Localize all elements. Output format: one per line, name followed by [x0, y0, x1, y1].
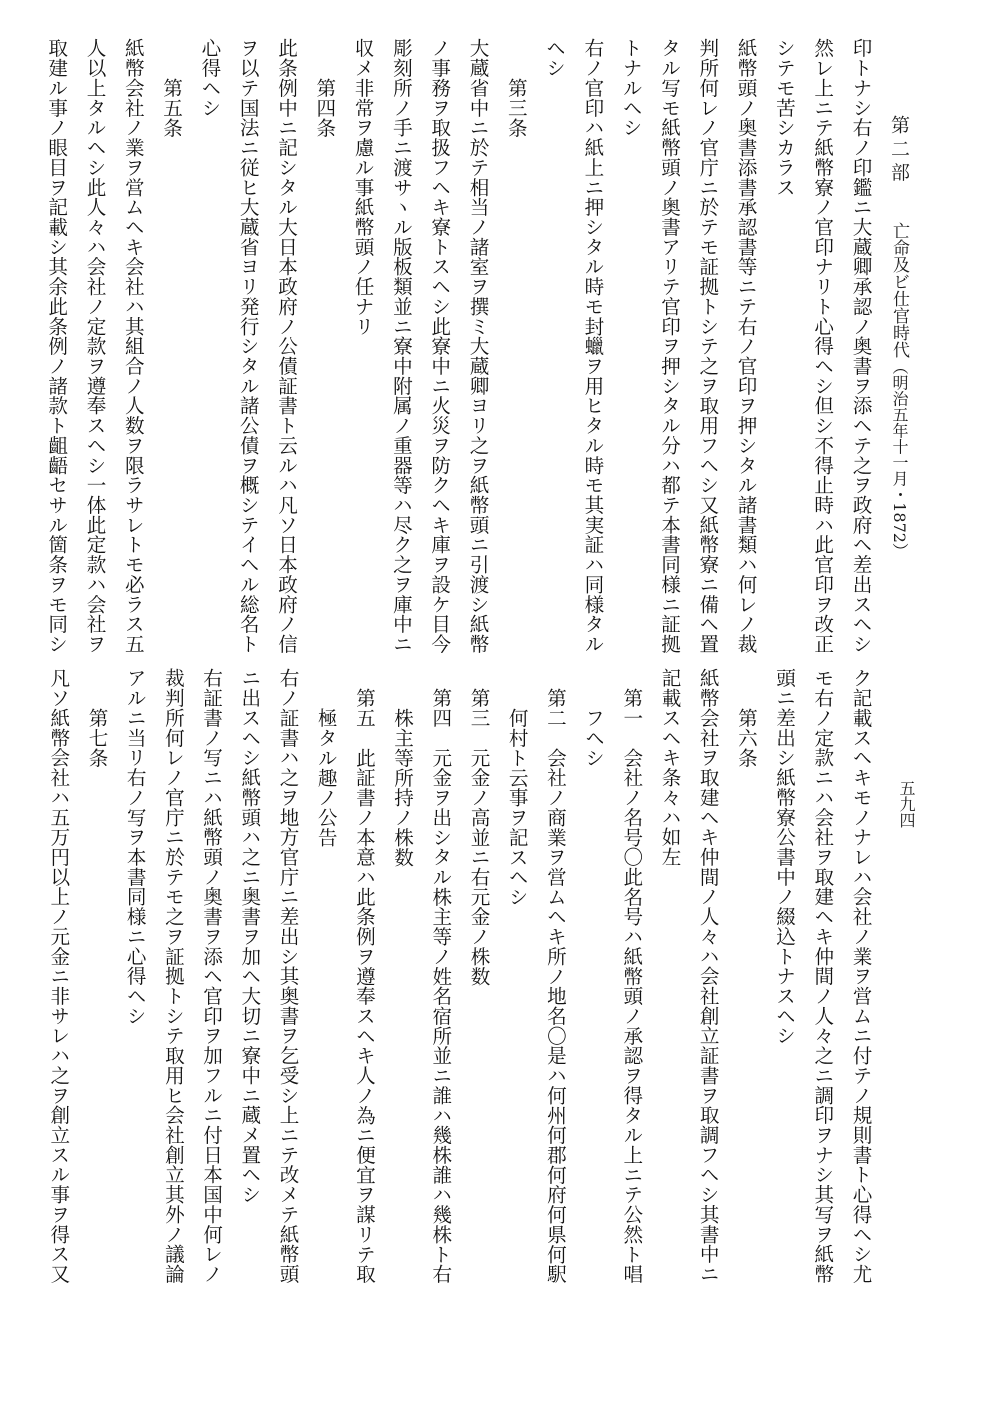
text-column: ニ出スヘシ紙幣頭ハ之ニ奥書ヲ加ヘ大切ニ寮中ニ蔵メ置ヘシ: [237, 668, 261, 1205]
text-column: 紙幣頭ノ奥書添書承認書等ニテ右ノ官印ヲ押シタル諸書類ハ何レノ裁: [734, 38, 758, 654]
text-column: 裁判所何レノ官庁ニ於テモ之ヲ証拠トシテ取用ヒ会社創立其外ノ議論: [161, 668, 185, 1284]
part-label: 第二部: [888, 115, 910, 187]
running-header: [889, 115, 908, 559]
text-column: ノ事務ヲ取扱フヘキ寮トスヘシ此寮中ニ火災ヲ防クヘキ庫ヲ設ケ目今: [427, 38, 451, 654]
text-column: 凡ソ紙幣会社ハ五万円以上ノ元金ニ非サレハ之ヲ創立スル事ヲ得ス又: [46, 668, 70, 1284]
text-column: 紙幣会社ノ業ヲ営ムヘキ会社ハ其組合ノ人数ヲ限ラサレトモ必ラス五: [121, 38, 145, 654]
text-column: 第六条: [734, 707, 758, 768]
era-note: （明治五年十一月・1872）: [890, 358, 909, 559]
text-column: 第五 此証書ノ本意ハ此条例ヲ遵奉スヘキ人ノ為ニ便宜ヲ謀リテ取: [352, 687, 376, 1284]
text-column: 第四条: [312, 77, 336, 138]
text-column: 記載スヘキ条々ハ如左: [658, 668, 681, 867]
text-column: タル写モ紙幣頭ノ奥書アリテ官印ヲ押シタル分ハ都テ本書同様ニ証拠: [657, 38, 681, 654]
text-column: 右ノ官印ハ紙上ニ押シタル時モ封蠟ヲ用ヒタル時モ其実証ハ同様タル: [580, 38, 604, 654]
text-column: アルニ当リ右ノ写ヲ本書同様ニ心得ヘシ: [123, 668, 147, 1026]
text-column: シテモ苦シカラス: [772, 38, 796, 197]
text-column: 人以上タルヘシ此人々ハ会社ノ定款ヲ遵奉スヘシ一体此定款ハ会社ヲ: [83, 38, 106, 654]
text-column: 然レ上ニテ紙幣寮ノ官印ナリト心得ヘシ但シ不得止時ハ此官印ヲ改正: [810, 38, 834, 654]
text-column: 頭ニ差出シ紙幣寮公書中ノ綴込トナスヘシ: [772, 668, 796, 1046]
text-column: 彫刻所ノ手ニ渡サヽル版板類並ニ寮中附属ノ重器等ハ尽ク之ヲ庫中ニ: [389, 38, 413, 654]
text-column: 第二 会社ノ商業ヲ営ムヘキ所ノ地名〇是ハ何州何郡何府何県何駅: [543, 687, 567, 1284]
page-number: 五九四: [897, 780, 916, 828]
text-column: 心得ヘシ: [197, 38, 221, 118]
text-column: フヘシ: [581, 707, 605, 768]
text-column: 右証書ノ写ニハ紙幣頭ノ奥書ヲ添ヘ官印ヲ加フルニ付日本国中何レノ: [199, 668, 223, 1284]
text-column: 第五条: [159, 77, 183, 138]
text-column: ヘシ: [542, 38, 566, 78]
text-column: 極タル趣ノ公告: [314, 707, 338, 847]
text-column: 第三 元金ノ高並ニ右元金ノ株数: [467, 687, 490, 986]
chapter-title: 亡命及ビ仕官時代: [889, 222, 909, 359]
text-column: 紙幣会社ヲ取建ヘキ仲間ノ人々ハ会社創立証書ヲ取調フヘシ其書中ニ: [696, 668, 720, 1284]
text-column: ク記載スヘキモノナレハ会社ノ業ヲ営ムニ付テノ規則書ト心得ヘシ尤: [849, 668, 872, 1284]
text-column: 判所何レノ官庁ニ於テモ証拠トシテ之ヲ取用フヘシ又紙幣寮ニ備ヘ置: [695, 38, 719, 654]
text-column: 取建ル事ノ眼目ヲ記載シ其余此条例ノ諸款ト齟齬セサル箇条ヲモ同シ: [44, 38, 68, 654]
text-column: トナルヘシ: [619, 38, 643, 138]
text-column: 第一 会社ノ名号〇此名号ハ紙幣頭ノ承認ヲ得タル上ニテ公然ト唱: [619, 687, 643, 1284]
text-column: 右ノ証書ハ之ヲ地方官庁ニ差出シ其奥書ヲ乞受シ上ニテ改メテ紙幣頭: [276, 668, 299, 1284]
text-column: ヲ以テ国法ニ従ヒ大蔵省ヨリ発行シタル諸公債ヲ概シテイヘル総名ト: [236, 38, 260, 654]
text-column: 何村ト云事ヲ記スヘシ: [505, 707, 529, 907]
text-column: 大蔵省中ニ於テ相当ノ諸室ヲ撰ミ大蔵卿ヨリ之ヲ紙幣頭ニ引渡シ紙幣: [466, 38, 489, 654]
text-column: 第四 元金ヲ出シタル株主等ノ姓名宿所並ニ誰ハ幾株誰ハ幾株ト右: [428, 687, 452, 1284]
text-column: 印トナシ右ノ印鑑ニ大蔵卿承認ノ奥書ヲ添ヘテ之ヲ政府ヘ差出スヘシ: [849, 38, 872, 654]
text-column: 此条例中ニ記シタル大日本政府ノ公債証書ト云ルハ凡ソ日本政府ノ信: [274, 38, 298, 654]
text-column: 第七条: [85, 707, 108, 768]
text-column: 収メ非常ヲ慮ル事紙幣頭ノ任ナリ: [351, 38, 375, 336]
text-column: モ右ノ定款ニハ会社ヲ取建ヘキ仲間ノ人々之ニ調印ヲナシ其写ヲ紙幣: [810, 668, 834, 1284]
text-column: 第三条: [504, 77, 528, 138]
text-column: 株主等所持ノ株数: [390, 707, 414, 867]
